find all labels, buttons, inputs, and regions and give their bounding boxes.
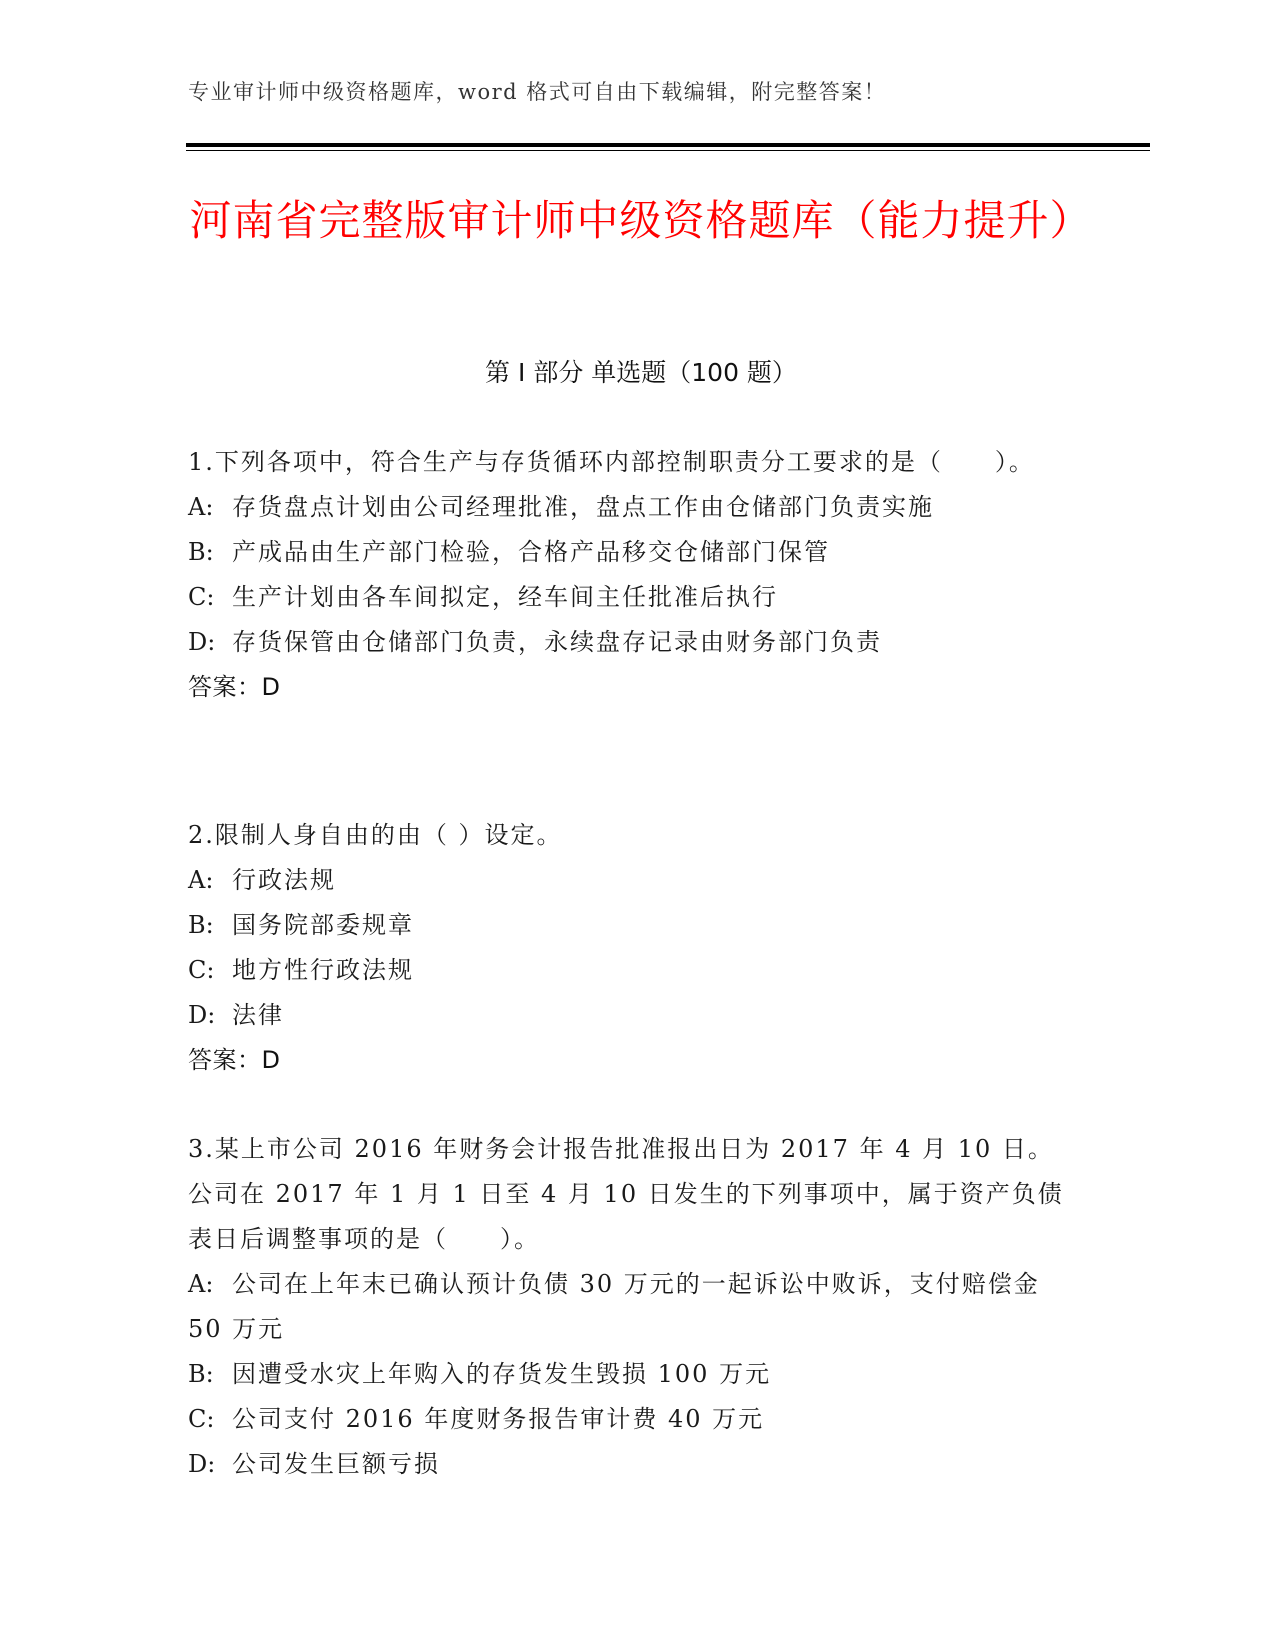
- option-b: [188, 530, 1068, 575]
- option-letter: A:: [188, 493, 214, 521]
- option-text: 公司发生巨额亏损: [232, 1450, 440, 1478]
- option-b: [188, 903, 1068, 948]
- option-text: 因遭受水灾上年购入的存货发生毁损 100 万元: [232, 1360, 772, 1388]
- option-text: 产成品由生产部门检验，合格产品移交仓储部门保管: [232, 538, 830, 566]
- option-text: 地方性行政法规: [232, 956, 414, 984]
- option-text: 存货保管由仓储部门负责，永续盘存记录由财务部门负责: [232, 628, 882, 656]
- option-c: [188, 575, 1068, 620]
- option-letter: C:: [188, 1405, 215, 1433]
- header-rule-thin: [186, 150, 1150, 151]
- option-d: [188, 1442, 1068, 1487]
- option-letter: B:: [188, 911, 214, 939]
- option-text: 国务院部委规章: [232, 911, 414, 939]
- option-text: 行政法规: [232, 866, 336, 894]
- option-a: [188, 1262, 1068, 1352]
- answer-line: 答案：D: [188, 1046, 281, 1074]
- option-letter: D:: [188, 1001, 216, 1029]
- option-letter: B:: [188, 1360, 214, 1388]
- option-c: [188, 948, 1068, 993]
- option-a: [188, 485, 1068, 530]
- option-text: 公司支付 2016 年度财务报告审计费 40 万元: [232, 1405, 765, 1433]
- option-letter: C:: [188, 956, 215, 984]
- header-note: 专业审计师中级资格题库，word 格式可自由下载编辑，附完整答案！: [188, 80, 887, 104]
- option-letter: C:: [188, 583, 215, 611]
- option-a: [188, 858, 1068, 903]
- option-d: [188, 620, 1068, 665]
- question-1: [188, 440, 1068, 710]
- option-text: 公司在上年末已确认预计负债 30 万元的一起诉讼中败诉，支付赔偿金 50 万元: [188, 1270, 1040, 1343]
- option-d: [188, 993, 1068, 1038]
- option-text: 法律: [232, 1001, 284, 1029]
- option-letter: D:: [188, 1450, 216, 1478]
- question-stem: 2.限制人身自由的由（ ）设定。: [188, 821, 563, 849]
- option-letter: B:: [188, 538, 214, 566]
- option-letter: D:: [188, 628, 216, 656]
- option-letter: A:: [188, 1270, 214, 1298]
- question-stem: 1.下列各项中，符合生产与存货循环内部控制职责分工要求的是（ ）。: [188, 448, 1035, 476]
- question-3: [188, 1127, 1068, 1487]
- option-letter: A:: [188, 866, 214, 894]
- answer-line: 答案：D: [188, 673, 281, 701]
- option-b: [188, 1352, 1068, 1397]
- question-2: [188, 813, 1068, 1083]
- document-title: 河南省完整版审计师中级资格题库（能力提升）: [189, 196, 1093, 245]
- header-rule-thick: [186, 143, 1150, 147]
- option-c: [188, 1397, 1068, 1442]
- option-text: 生产计划由各车间拟定，经车间主任批准后执行: [232, 583, 778, 611]
- question-stem: 3.某上市公司 2016 年财务会计报告批准报出日为 2017 年 4 月 10 日。公司在 2017 年 1 月 1 日至 4 月 10 日发生的下列事项中，属于资产负债表日后调整事项的是（ ）。: [188, 1135, 1064, 1253]
- section-heading: 第 I 部分 单选题（100 题）: [485, 358, 797, 387]
- option-text: 存货盘点计划由公司经理批准，盘点工作由仓储部门负责实施: [232, 493, 934, 521]
